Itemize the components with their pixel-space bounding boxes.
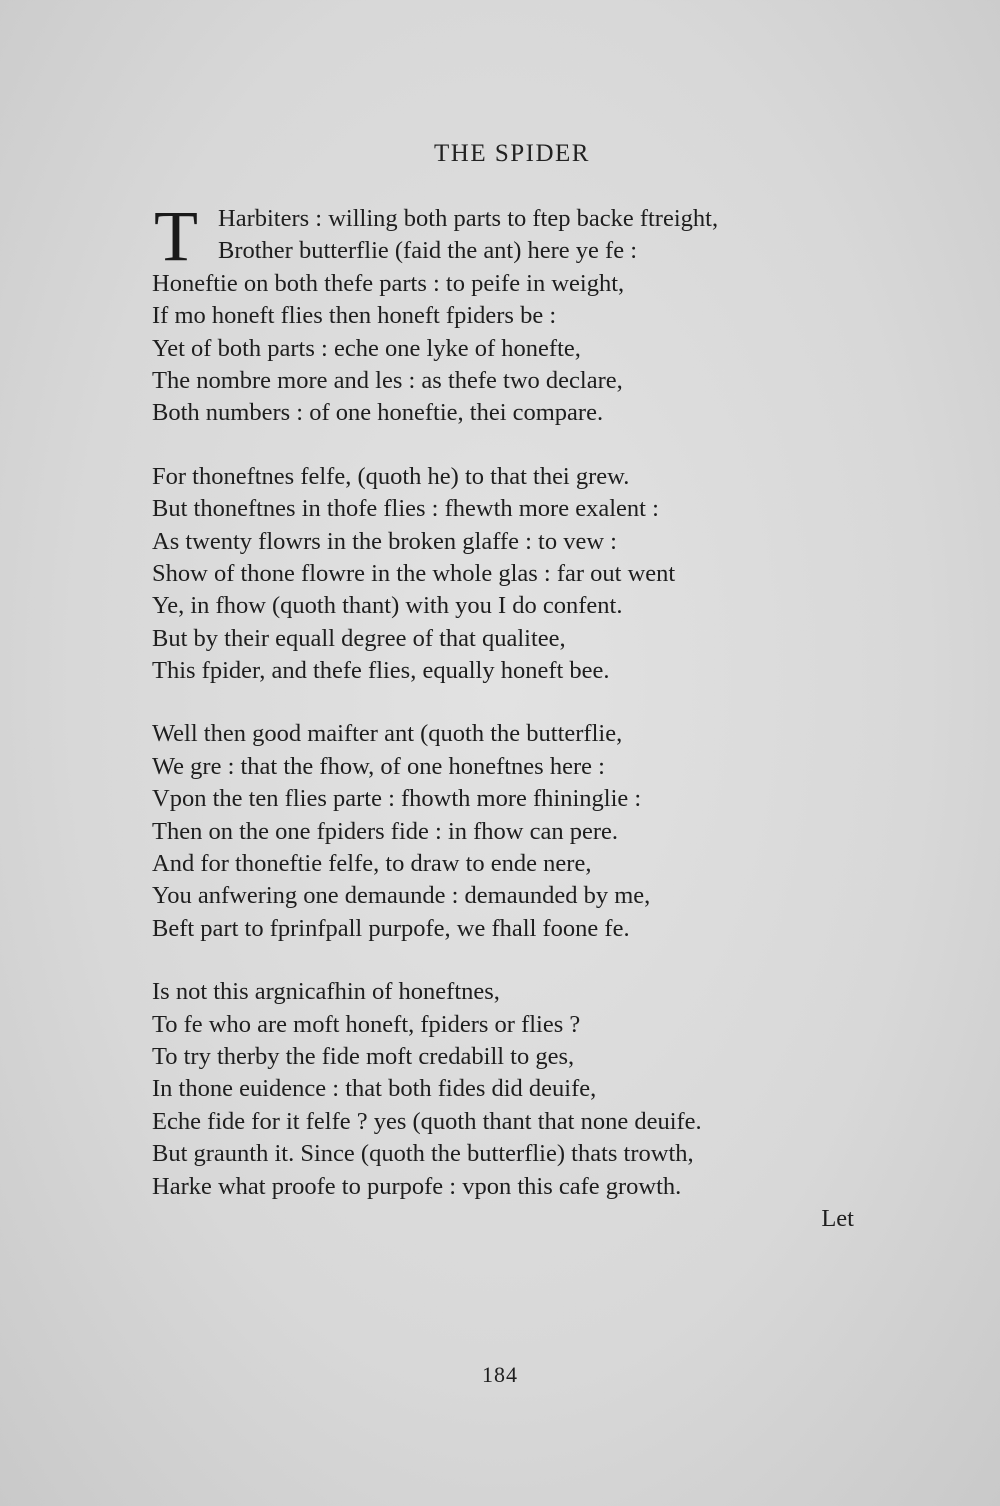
poem-line: In thone euidence : that both fides did deuife, xyxy=(152,1075,597,1103)
poem-line: But graunth it. Since (quoth the butterflie) thats trowth, xyxy=(152,1140,694,1168)
poem-line: Honeftie on both thefe parts : to peife in weight, xyxy=(152,269,625,297)
poem-line: Show of thone flowre in the whole glas : far out went xyxy=(152,559,676,587)
poem-line: Well then good maifter ant (quoth the butterflie, xyxy=(152,720,623,748)
poem-line: Harke what proofe to purpofe : vpon this cafe growth. xyxy=(152,1172,682,1200)
page-number: 184 xyxy=(482,1362,518,1387)
poem-line: Beft part to fprinfpall purpofe, we fhall foone fe. xyxy=(152,914,630,942)
poem-line: Vpon the ten flies parte : fhowth more fhininglie : xyxy=(152,785,642,813)
poem-line: But by their equall degree of that qualitee, xyxy=(152,624,566,652)
poem-line: And for thoneftie felfe, to draw to ende nere, xyxy=(152,850,592,878)
stanza-3 xyxy=(152,718,872,945)
poem-line: Is not this argnicafhin of honeftnes, xyxy=(152,978,500,1006)
poem-line: Harbiters : willing both parts to ftep backe ftreight, xyxy=(218,205,719,232)
catchword: Let xyxy=(821,1205,854,1232)
poem-line: The nombre more and les : as thefe two declare, xyxy=(152,366,623,394)
poem-line: Ye, in fhow (quoth thant) with you I do confent. xyxy=(152,592,623,620)
stanza-2 xyxy=(152,461,872,688)
poem-text xyxy=(152,196,872,1234)
poem-line: You anfwering one demaunde : demaunded by me, xyxy=(152,882,651,910)
poem-line: Brother butterflie (faid the ant) here ye fe : xyxy=(218,237,638,265)
poem-line: If mo honeft flies then honeft fpiders be : xyxy=(152,302,557,330)
stanza-4 xyxy=(152,976,872,1203)
poem-line: Yet of both parts : eche one lyke of honefte, xyxy=(152,334,581,362)
stanza-1 xyxy=(152,196,872,430)
poem-line: To fe who are moft honeft, fpiders or flies ? xyxy=(152,1010,581,1038)
poem-line: As twenty flowrs in the broken glaffe : to vew : xyxy=(152,527,617,555)
running-head: THE SPIDER xyxy=(434,140,590,167)
poem-line: Eche fide for it felfe ? yes (quoth thant that none deuife. xyxy=(152,1107,702,1135)
poem-line: This fpider, and thefe flies, equally honeft bee. xyxy=(152,657,610,685)
poem-line: Then on the one fpiders fide : in fhow can pere. xyxy=(152,817,619,845)
poem-line: We gre : that the fhow, of one honeftnes here : xyxy=(152,752,605,780)
poem-line: But thoneftnes in thofe flies : fhewth more exalent : xyxy=(152,495,659,523)
drop-cap: T xyxy=(154,196,198,276)
poem-line: Both numbers : of one honeftie, thei compare. xyxy=(152,399,604,427)
poem-line: To try therby the fide moft credabill to ges, xyxy=(152,1042,575,1070)
poem-line: For thoneftnes felfe, (quoth he) to that thei grew. xyxy=(152,462,630,490)
